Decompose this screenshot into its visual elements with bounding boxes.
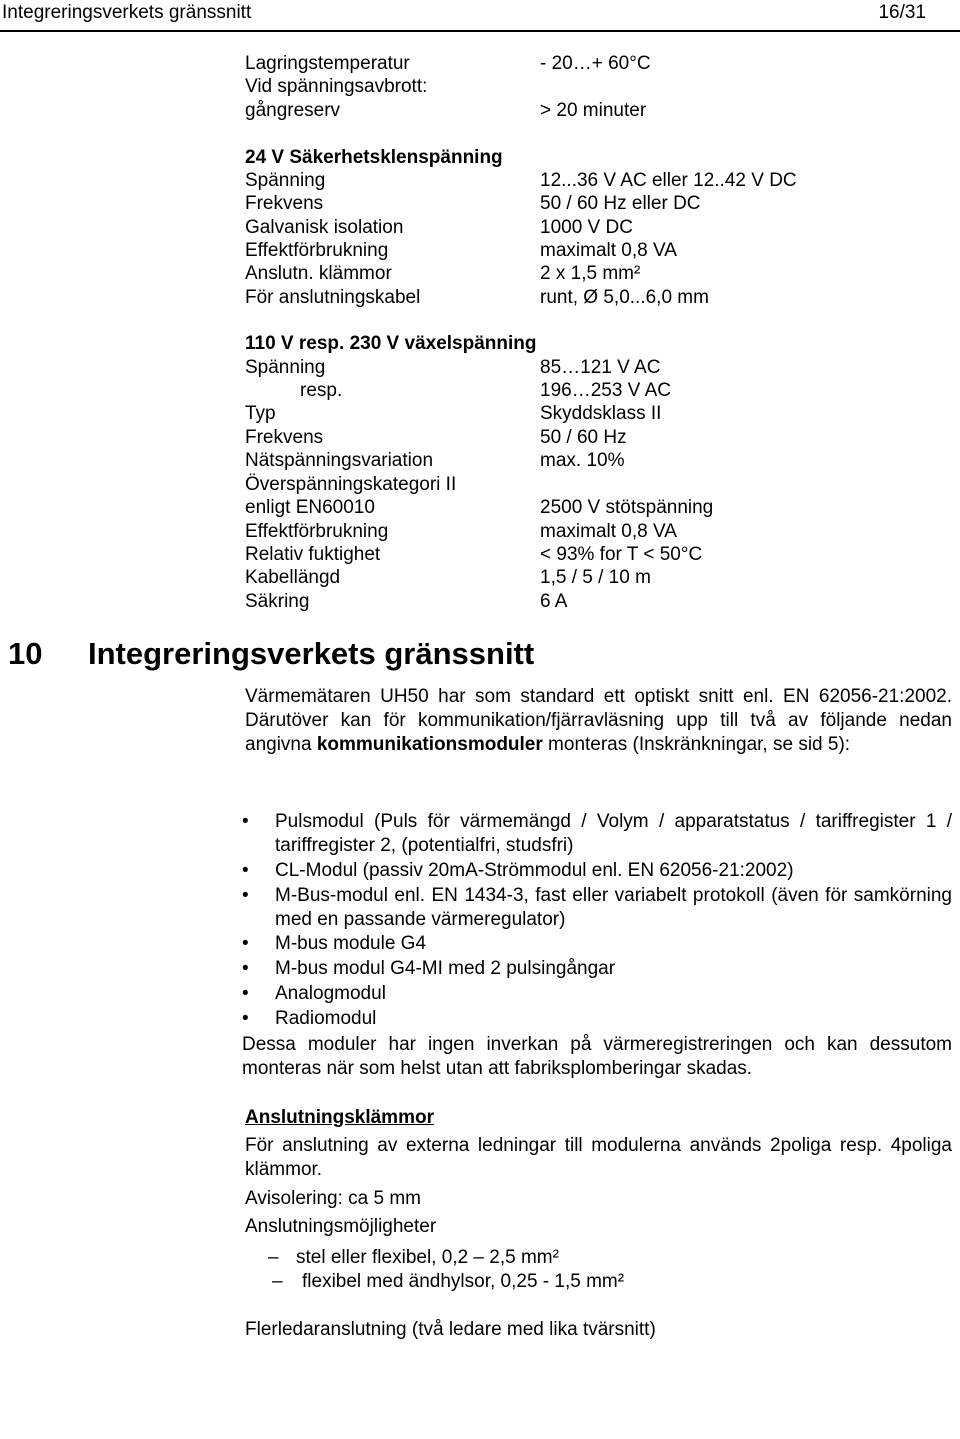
- spec-label: enligt EN60010: [245, 497, 375, 518]
- module-text: Analogmodul: [275, 983, 386, 1004]
- spec-value: < 93% for T < 50°C: [540, 544, 703, 565]
- chapter-heading: [8, 636, 534, 672]
- modules-note: Dessa moduler har ingen inverkan på värmeregistreringen och kan dessutom monteras när som helst utan att fabriksplomberingar skadas.: [242, 1034, 952, 1079]
- module-text: CL-Modul (passiv 20mA-Strömmodul enl. EN 62056-21:2002): [275, 860, 794, 881]
- spec-value: > 20 minuter: [540, 100, 647, 121]
- spec-label: För anslutningskabel: [245, 287, 421, 308]
- connection-options-label: Anslutningsmöjligheter: [245, 1216, 437, 1237]
- terminals-heading: Anslutningsklämmor: [245, 1107, 434, 1128]
- stripping-length: Avisolering: ca 5 mm: [245, 1188, 421, 1209]
- terminals-paragraph: För anslutning av externa ledningar till modulerna används 2poliga resp. 4poliga klämmor.: [245, 1135, 952, 1180]
- intro-text: monteras (Inskränkningar, se sid 5):: [542, 734, 851, 755]
- spec-label: Galvanisk isolation: [245, 217, 404, 238]
- bullet-icon: •: [242, 860, 249, 881]
- dash-icon: –: [272, 1271, 283, 1292]
- section-heading-24v: 24 V Säkerhetsklenspänning: [245, 147, 503, 168]
- spec-value: 2500 V stötspänning: [540, 497, 714, 518]
- option-text: flexibel med ändhylsor, 0,25 - 1,5 mm²: [302, 1271, 625, 1292]
- spec-label: Effektförbrukning: [245, 521, 389, 542]
- spec-label: Överspänningskategori II: [245, 474, 457, 495]
- spec-value: 50 / 60 Hz: [540, 427, 627, 448]
- spec-label: Relativ fuktighet: [245, 544, 381, 565]
- spec-value: Skyddsklass II: [540, 403, 662, 424]
- bullet-icon: •: [242, 983, 249, 1004]
- chapter-title: Integreringsverkets gränssnitt: [88, 636, 535, 671]
- spec-label: Nätspänningsvariation: [245, 450, 434, 471]
- multi-wire-note: Flerledaranslutning (två ledare med lika tvärsnitt): [245, 1319, 656, 1340]
- bullet-icon: •: [242, 958, 249, 979]
- spec-label: Typ: [245, 403, 276, 424]
- spec-value: 1000 V DC: [540, 217, 633, 238]
- spec-label: Spänning: [245, 357, 326, 378]
- spec-value: 50 / 60 Hz eller DC: [540, 193, 701, 214]
- spec-value: 2 x 1,5 mm²: [540, 263, 641, 284]
- spec-value: runt, Ø 5,0...6,0 mm: [540, 287, 709, 308]
- spec-label: Kabellängd: [245, 567, 341, 588]
- spec-value: 85…121 V AC: [540, 357, 661, 378]
- page-number: 16/31: [878, 2, 926, 23]
- spec-label: Lagringstemperatur: [245, 53, 410, 74]
- intro-bold-term: kommunikationsmoduler: [316, 734, 543, 755]
- spec-value: 12...36 V AC eller 12..42 V DC: [540, 170, 797, 191]
- spec-label: Anslutn. klämmor: [245, 263, 392, 284]
- spec-value: 1,5 / 5 / 10 m: [540, 567, 651, 588]
- spec-value: maximalt 0,8 VA: [540, 521, 677, 542]
- spec-value: maximalt 0,8 VA: [540, 240, 677, 261]
- spec-value: 196…253 V AC: [540, 380, 671, 401]
- header-title: Integreringsverkets gränssnitt: [2, 2, 252, 23]
- spec-value: max. 10%: [540, 450, 625, 471]
- dash-icon: –: [268, 1247, 279, 1268]
- spec-label: gångreserv: [245, 100, 341, 121]
- spec-label: Vid spänningsavbrott:: [245, 76, 428, 97]
- module-text: M-bus modul G4-MI med 2 pulsingångar: [275, 958, 616, 979]
- spec-label: Frekvens: [245, 193, 324, 214]
- bullet-icon: •: [242, 1008, 249, 1029]
- spec-label: Effektförbrukning: [245, 240, 389, 261]
- intro-paragraph: [245, 685, 952, 757]
- option-text: stel eller flexibel, 0,2 – 2,5 mm²: [296, 1247, 559, 1268]
- bullet-icon: •: [242, 885, 249, 906]
- page-header: [0, 0, 960, 32]
- spec-label: Spänning: [245, 170, 326, 191]
- spec-label: resp.: [300, 380, 343, 401]
- spec-value: 6 A: [540, 591, 568, 612]
- section-heading-110v: 110 V resp. 230 V växelspänning: [245, 333, 537, 354]
- module-text: M-Bus-modul enl. EN 1434-3, fast eller variabelt protokoll (även för samkörning med en passande värmeregulator): [275, 885, 952, 930]
- spec-label: Frekvens: [245, 427, 324, 448]
- module-text: M-bus module G4: [275, 933, 427, 954]
- module-text: Radiomodul: [275, 1008, 377, 1029]
- intro-text: Värmemätaren UH50 har som standard ett optiskt snitt enl. EN 62056-21:2002. Därutöver kan för kommunikation/fjärravläsning upp till två av följande nedan angivna: [245, 686, 952, 755]
- spec-value: - 20…+ 60°C: [540, 53, 651, 74]
- bullet-icon: •: [242, 933, 249, 954]
- spec-label: Säkring: [245, 591, 310, 612]
- chapter-number: 10: [8, 636, 43, 671]
- bullet-icon: •: [242, 811, 249, 832]
- module-text: Pulsmodul (Puls för värmemängd / Volym / apparatstatus / tariffregister 1 / tariffregister 2, (potentialfri, studsfri): [275, 811, 952, 856]
